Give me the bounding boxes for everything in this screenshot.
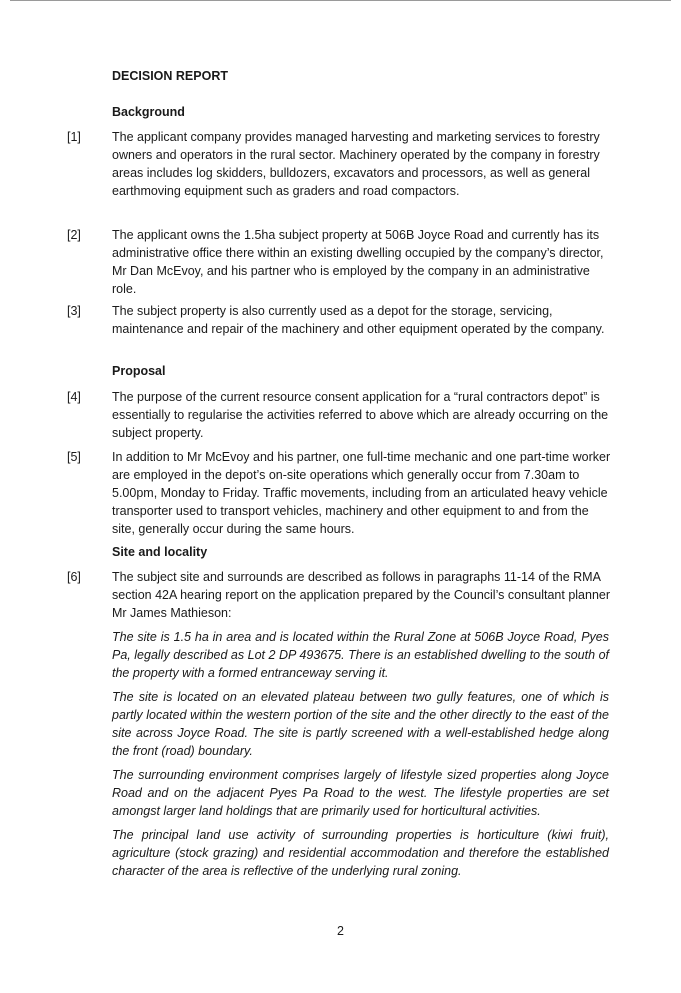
paragraph-6: The subject site and surrounds are described as follows in paragraphs 11-14 of the RMA section 42A hearing report on the application prepared by the Council’s consultant planner Mr James Mathieson: [112, 570, 611, 620]
page-number: 2 [337, 924, 344, 938]
paragraph-number-6: [6] [67, 570, 81, 584]
paragraph-5: In addition to Mr McEvoy and his partner, one full-time mechanic and one part-time worker are employed in the depot’s on-site operations which generally occur from 7.30am to 5.00pm, Monday to Friday. Traffic movements, including from an articulated heavy vehicle transporter used to transport vehicles, machinery and other equipment to and from the site, generally occur during the same hours. [112, 450, 611, 536]
quote-2: The site is located on an elevated plateau between two gully features, one of which is partly located within the western portion of the site and the other directly to the east of the site across Joyce Road. The site is partly screened with a well-established hedge along the front (road) boundary. [112, 690, 609, 758]
paragraph-2: The applicant owns the 1.5ha subject property at 506B Joyce Road and currently has its administrative office there within an existing dwelling occupied by the company’s director, Mr Dan McEvoy, and his partner who is employed by the company in an administrative role. [112, 228, 604, 296]
heading-proposal: Proposal [112, 364, 166, 378]
page-top-border [10, 0, 671, 1]
heading-background: Background [112, 105, 185, 119]
paragraph-number-2: [2] [67, 228, 81, 242]
paragraph-number-1: [1] [67, 130, 81, 144]
heading-site-and-locality: Site and locality [112, 545, 208, 559]
paragraph-number-3: [3] [67, 304, 81, 318]
quote-4: The principal land use activity of surrounding properties is horticulture (kiwi fruit), agriculture (stock grazing) and residential accommodation and therefore the established character of the area is reflective of the underlying rural zoning. [112, 828, 609, 878]
paragraph-number-5: [5] [67, 450, 81, 464]
paragraph-number-4: [4] [67, 390, 81, 404]
paragraph-4: The purpose of the current resource consent application for a “rural contractors depot” is essentially to regularise the activities referred to above which are already occurring on the subject property. [112, 390, 609, 440]
quote-3: The surrounding environment comprises largely of lifestyle sized properties along Joyce Road and on the adjacent Pyes Pa Road to the west. The lifestyle properties are set amongst larger land holdings that are primarily used for horticultural activities. [112, 768, 609, 818]
report-title: DECISION REPORT [112, 69, 228, 83]
quote-1: The site is 1.5 ha in area and is located within the Rural Zone at 506B Joyce Road, Pyes Pa, legally described as Lot 2 DP 493675. There is an established dwelling to the south of the property with a formed entranceway serving it. [112, 630, 609, 680]
paragraph-1: The applicant company provides managed harvesting and marketing services to forestry owners and operators in the rural sector. Machinery operated by the company in forestry areas includes log skidders, bulldozers, excavators and processors, as well as general earthmoving equipment such as graders and road compactors. [112, 130, 600, 198]
paragraph-3: The subject property is also currently used as a depot for the storage, servicing, maintenance and repair of the machinery and other equipment operated by the company. [112, 304, 605, 336]
